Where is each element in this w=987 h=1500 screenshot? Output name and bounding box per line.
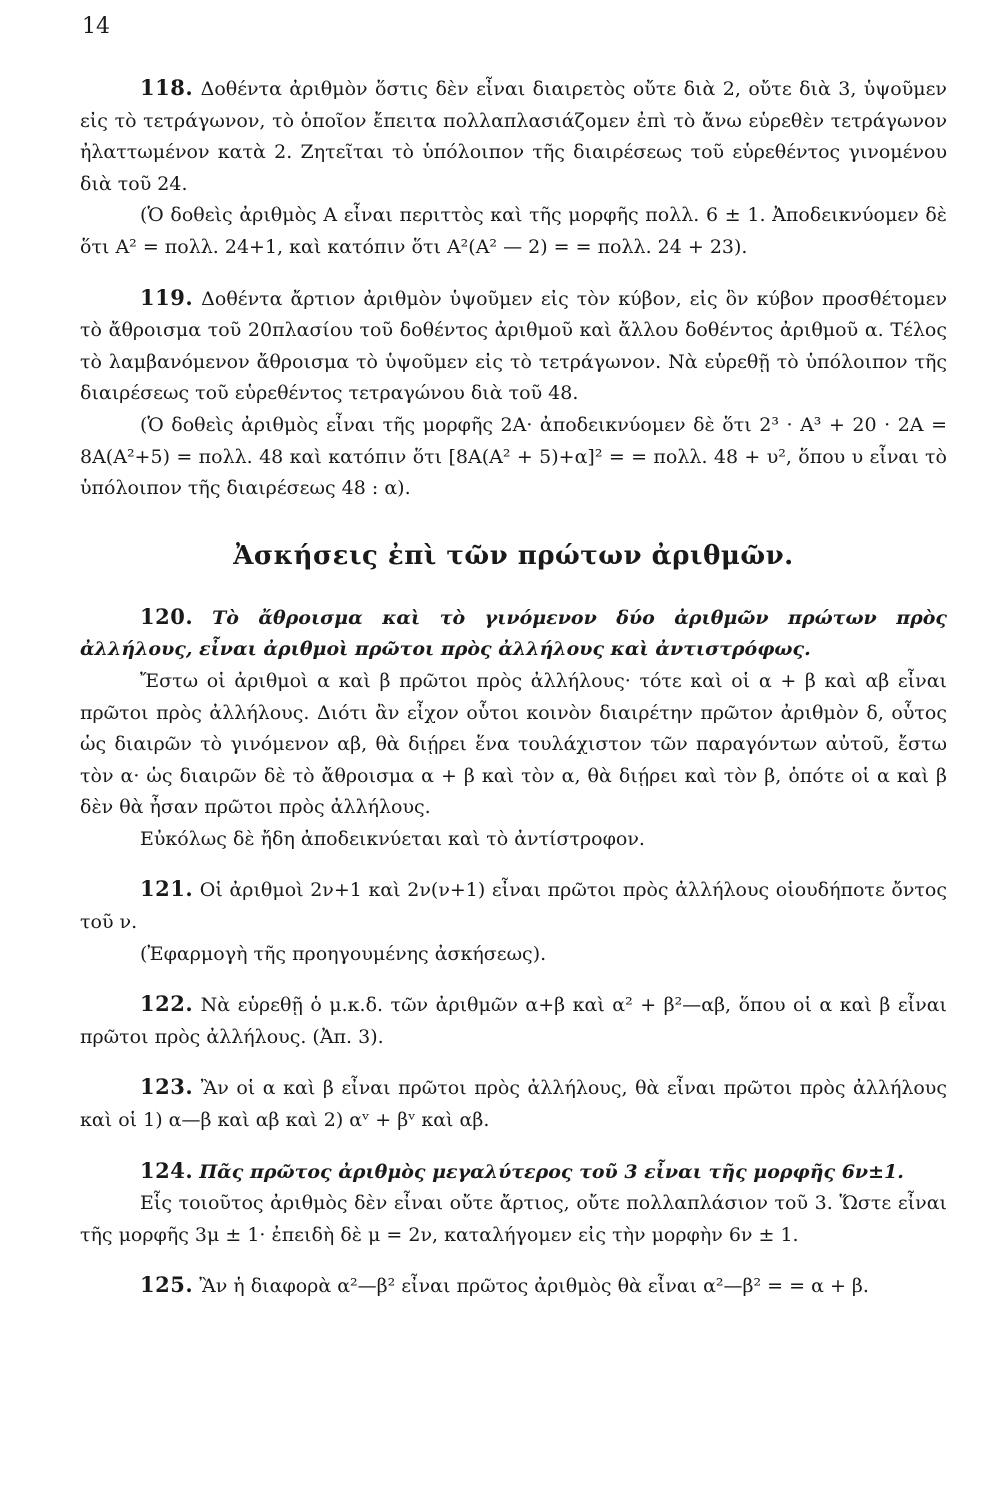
exercise-118 — [80, 72, 947, 200]
exercise-number: 124. — [140, 1157, 194, 1183]
exercise-120-title — [80, 601, 947, 666]
exercise-text: Οἱ ἀριθμοὶ 2ν+1 καὶ 2ν(ν+1) εἶναι πρῶτοι πρὸς ἀλλήλους οἱουδήποτε ὄντος τοῦ ν. — [80, 879, 947, 934]
exercise-118-hint: (Ὁ δοθεὶς ἀριθμὸς Α εἶναι περιττὸς καὶ τῆς μορφῆς πολλ. 6 ± 1. Ἀποδεικνύομεν δὲ ὅτι Α² = πολλ. 24+1, καὶ κατόπιν ὅτι Α²(Α² — 2) = = πολλ. 24 + 23). — [80, 204, 947, 258]
page-content — [80, 72, 947, 1303]
exercise-number: 122. — [140, 991, 194, 1017]
exercise-text: Δοθέντα ἀριθμὸν ὅστις δὲν εἶναι διαιρετὸς οὔτε διὰ 2, οὔτε διὰ 3, ὑψοῦμεν εἰς τὸ τετράγωνον, τὸ ὁποῖον ἔπειτα πολλαπλασιάζομεν ἐπὶ τὸ ἄνω εὑρεθὲν τετράγωνον ἠλαττωμένον κατὰ 2. Ζητεῖται τὸ ὑπόλοιπον τῆς διαιρέσεως τοῦ εὑρεθέντος γινομένου διὰ τοῦ 24. — [80, 78, 947, 195]
exercise-121 — [80, 873, 947, 938]
exercise-124-title — [80, 1155, 947, 1189]
theorem-statement: Πᾶς πρῶτος ἀριθμὸς μεγαλύτερος τοῦ 3 εἶναι τῆς μορφῆς 6ν±1. — [199, 1160, 904, 1183]
exercise-119 — [80, 282, 947, 410]
exercise-number: 121. — [140, 876, 194, 902]
exercise-120-proof: Ἔστω οἱ ἀριθμοὶ α καὶ β πρῶτοι πρὸς ἀλλήλους· τότε καὶ οἱ α + β καὶ αβ εἶναι πρῶτοι πρὸς ἀλλήλους. Διότι ἂν εἶχον οὗτοι κοινὸν διαιρέτην πρῶτον ἀριθμὸν δ, οὗτος ὡς διαιρῶν τὸ γινόμενον αβ, θὰ διῄρει ἕνα τουλάχιστον τῶν παραγόντων αὐτοῦ, ἔστω τὸν α· ὡς διαιρῶν δὲ τὸ ἄθροισμα α + β καὶ τὸν α, θὰ διῄρει καὶ τὸν β, ὁπότε οἱ α καὶ β δὲν θὰ ἦσαν πρῶτοι πρὸς ἀλλήλους. — [80, 669, 947, 819]
exercise-number: 120. — [140, 603, 194, 629]
exercise-124-proof: Εἷς τοιοῦτος ἀριθμὸς δὲν εἶναι οὔτε ἄρτιος, οὔτε πολλαπλάσιον τοῦ 3. Ὥστε εἶναι τῆς μορφῆς 3μ ± 1· ἐπειδὴ δὲ μ = 2ν, καταλήγομεν εἰς τὴν μορφὴν 6ν ± 1. — [80, 1192, 947, 1246]
exercise-number: 125. — [140, 1272, 194, 1298]
exercise-number: 123. — [140, 1074, 194, 1100]
exercise-123 — [80, 1071, 947, 1136]
exercise-number: 119. — [140, 284, 194, 310]
exercise-120-converse: Εὐκόλως δὲ ἤδη ἀποδεικνύεται καὶ τὸ ἀντίστροφον. — [140, 827, 645, 850]
exercise-text: Δοθέντα ἄρτιον ἀριθμὸν ὑψοῦμεν εἰς τὸν κύβον, εἰς ὃν κύβον προσθέτομεν τὸ ἄθροισμα τοῦ 20πλασίου τοῦ δοθέντος ἀριθμοῦ καὶ ἄλλου δοθέντος ἀριθμοῦ α. Τέλος τὸ λαμβανόμενον ἄθροισμα τὸ ὑψοῦμεν εἰς τὸ τετράγωνον. Νὰ εὑρεθῇ τὸ ὑπόλοιπον τῆς διαιρέσεως τοῦ εὑρεθέντος τετραγώνου διὰ τοῦ 48. — [80, 287, 947, 405]
exercise-122 — [80, 988, 947, 1053]
exercise-119-hint: (Ὁ δοθεὶς ἀριθμὸς εἶναι τῆς μορφῆς 2Α· ἀποδεικνύομεν δὲ ὅτι 2³ · Α³ + 20 · 2Α = 8Α(Α²+5) = πολλ. 48 καὶ κατόπιν ὅτι [8Α(Α² + 5)+α]² = = πολλ. 48 + υ², ὅπου υ εἶναι τὸ ὑπόλοιπον τῆς διαιρέσεως 48 : α). — [80, 413, 947, 500]
section-heading: Ἀσκήσεις ἐπὶ τῶν πρώτων ἀριθμῶν. — [233, 540, 794, 571]
theorem-statement: Τὸ ἄθροισμα καὶ τὸ γινόμενον δύο ἀριθμῶν πρώτων πρὸς ἀλλήλους, εἶναι ἀριθμοὶ πρῶτοι πρὸς ἀλλήλους καὶ ἀντιστρόφως. — [80, 606, 947, 661]
exercise-number: 118. — [140, 75, 194, 100]
exercise-text: Ἂν οἱ α καὶ β εἶναι πρῶτοι πρὸς ἀλλήλους, θὰ εἶναι πρῶτοι πρὸς ἀλλήλους καὶ οἱ 1) α—β καὶ αβ καὶ 2) αᵛ + βᵛ καὶ αβ. — [80, 1077, 947, 1132]
exercise-text: Νὰ εὑρεθῇ ὁ μ.κ.δ. τῶν ἀριθμῶν α+β καὶ α² + β²—αβ, ὅπου οἱ α καὶ β εἶναι πρῶτοι πρὸς ἀλλήλους. (Ἀπ. 3). — [80, 994, 947, 1048]
exercise-text: Ἂν ἡ διαφορὰ α²—β² εἶναι πρῶτος ἀριθμὸς θὰ εἶναι α²—β² = = α + β. — [199, 1275, 869, 1298]
exercise-121-hint: (Ἐφαρμογὴ τῆς προηγουμένης ἀσκήσεως). — [140, 942, 547, 965]
exercise-125 — [80, 1269, 947, 1303]
page-number: 14 — [82, 14, 110, 39]
